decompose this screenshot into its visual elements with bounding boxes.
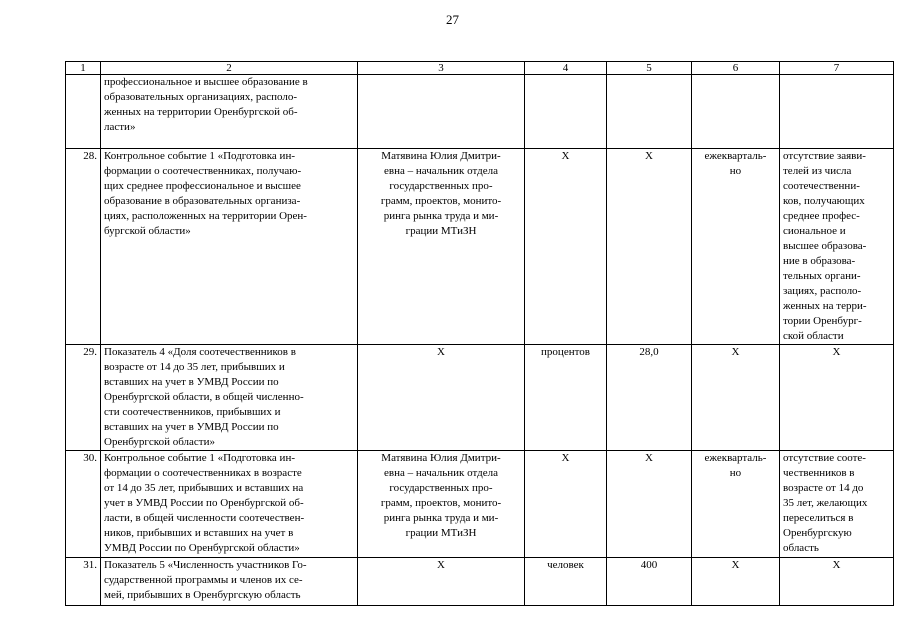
responsible-cell: Х xyxy=(358,558,525,606)
risk-cell: Х xyxy=(780,558,894,606)
column-header: 1 xyxy=(66,62,101,75)
period-cell: ежекварталь- но xyxy=(692,451,780,558)
risk-cell xyxy=(780,75,894,149)
document-table xyxy=(65,61,894,606)
column-header: 4 xyxy=(525,62,607,75)
period-cell: Х xyxy=(692,345,780,451)
column-header: 3 xyxy=(358,62,525,75)
period-cell xyxy=(692,75,780,149)
risk-cell: отсутствие заяви- телей из числа соотечественни- ков, получающих среднее профес- сиональное и высшее образова- ние в образова- тельных органи- зациях, располо- женных на терри- тории Оренбург- ской области xyxy=(780,149,894,345)
row-number: 29. xyxy=(66,345,101,451)
risk-cell: отсутствие сооте- чественников в возрасте от 14 до 35 лет, желающих переселиться в Оренбургскую область xyxy=(780,451,894,558)
description-cell: Показатель 4 «Доля соотечественников в возрасте от 14 до 35 лет, прибывших и вставших на учет в УМВД России по Оренбургской области, в общей численно- сти соотечественников, прибывших и вставших на учет в УМВД России по Оренбургской области» xyxy=(101,345,358,451)
column-header: 6 xyxy=(692,62,780,75)
row-number: 30. xyxy=(66,451,101,558)
column-header: 5 xyxy=(607,62,692,75)
value-cell xyxy=(607,75,692,149)
page-number: 27 xyxy=(446,12,459,27)
unit-cell: человек xyxy=(525,558,607,606)
period-cell: Х xyxy=(692,558,780,606)
column-header: 2 xyxy=(101,62,358,75)
value-cell: Х xyxy=(607,451,692,558)
unit-cell: процентов xyxy=(525,345,607,451)
description-cell: Контрольное событие 1 «Подготовка ин- формации о соотечественниках в возрасте от 14 до 35 лет, прибывших и вставших на учет в УМВД России по Оренбургской об- ласти, в общей численности соотечествен- ников, прибывших и вставших на учет в УМВД России по Оренбургской области» xyxy=(101,451,358,558)
value-cell: 400 xyxy=(607,558,692,606)
column-header: 7 xyxy=(780,62,894,75)
value-cell: Х xyxy=(607,149,692,345)
description-cell: профессиональное и высшее образование в образовательных организациях, располо- женных на территории Оренбургской об- ласти» xyxy=(101,75,358,149)
responsible-cell: Матявина Юлия Дмитри- евна – начальник отдела государственных про- грамм, проектов, монито- ринга рынка труда и ми- грации МТиЗН xyxy=(358,451,525,558)
row-number: 28. xyxy=(66,149,101,345)
table-row xyxy=(66,558,894,606)
table-row xyxy=(66,345,894,451)
row-number xyxy=(66,75,101,149)
period-cell: ежекварталь- но xyxy=(692,149,780,345)
row-number: 31. xyxy=(66,558,101,606)
description-cell: Показатель 5 «Численность участников Го- сударственной программы и членов их се- мей, прибывших в Оренбургскую область xyxy=(101,558,358,606)
responsible-cell xyxy=(358,75,525,149)
unit-cell: Х xyxy=(525,451,607,558)
table-row xyxy=(66,75,894,149)
table-header-row xyxy=(66,62,894,75)
risk-cell: Х xyxy=(780,345,894,451)
value-cell: 28,0 xyxy=(607,345,692,451)
unit-cell: Х xyxy=(525,149,607,345)
table-row xyxy=(66,451,894,558)
description-cell: Контрольное событие 1 «Подготовка ин- формации о соотечественниках, получаю- щих среднее профессиональное и высшее образование в образовательных организа- циях, расположенных на территории Орен- бургской области» xyxy=(101,149,358,345)
unit-cell xyxy=(525,75,607,149)
table-row xyxy=(66,149,894,345)
responsible-cell: Х xyxy=(358,345,525,451)
responsible-cell: Матявина Юлия Дмитри- евна – начальник отдела государственных про- грамм, проектов, монито- ринга рынка труда и ми- грации МТиЗН xyxy=(358,149,525,345)
